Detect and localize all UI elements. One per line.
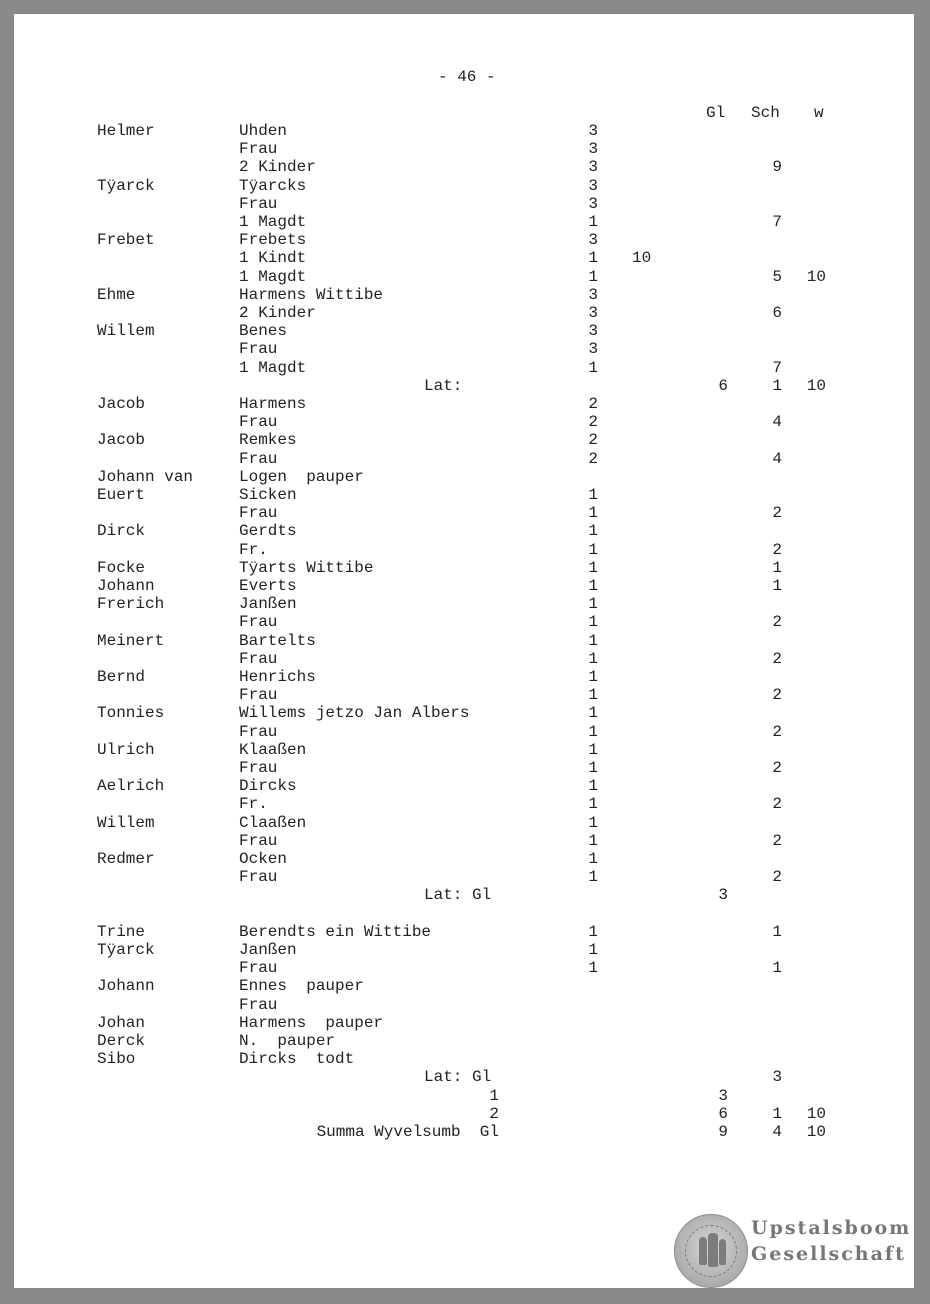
surname: Fr. bbox=[239, 795, 268, 813]
count-value: 3 bbox=[588, 177, 598, 195]
count-value: 1 bbox=[588, 795, 598, 813]
count-value: 3 bbox=[588, 304, 598, 322]
given-name: Meinert bbox=[97, 632, 165, 650]
count-value: 2 bbox=[588, 413, 598, 431]
count-value: 1 bbox=[588, 741, 598, 759]
count-value: 1 bbox=[588, 359, 598, 377]
count-value: 1 bbox=[588, 268, 598, 286]
given-name: Willem bbox=[97, 322, 155, 340]
given-name: Aelrich bbox=[97, 777, 165, 795]
surname: Sicken bbox=[239, 486, 297, 504]
count-value: 1 bbox=[588, 923, 598, 941]
surname: Berendts ein Wittibe bbox=[239, 923, 432, 941]
sch-value: 7 bbox=[772, 359, 782, 377]
surname: Claaßen bbox=[239, 814, 307, 832]
summary-label: Summa Wyvelsumb Gl bbox=[316, 1123, 499, 1141]
surname: Willems jetzo Jan Albers bbox=[239, 704, 470, 722]
surname: Uhden bbox=[239, 122, 288, 140]
sch-value: 2 bbox=[772, 723, 782, 741]
sch-value: 2 bbox=[772, 759, 782, 777]
sch-value: 2 bbox=[772, 504, 782, 522]
surname: Benes bbox=[239, 322, 288, 340]
count-value: 3 bbox=[588, 195, 598, 213]
count-value: 2 bbox=[588, 450, 598, 468]
count-value: 2 bbox=[588, 431, 598, 449]
sch-value: 2 bbox=[772, 541, 782, 559]
count-value: 1 bbox=[588, 486, 598, 504]
surname: Frau bbox=[239, 832, 278, 850]
count-value: 1 bbox=[588, 777, 598, 795]
given-name: Trine bbox=[97, 923, 146, 941]
summary-label: 1 bbox=[489, 1087, 499, 1105]
surname: N. pauper bbox=[239, 1032, 336, 1050]
summary-sch-value: 4 bbox=[772, 1123, 782, 1141]
sch-value: 9 bbox=[772, 158, 782, 176]
sch-value: 7 bbox=[772, 213, 782, 231]
count-value: 3 bbox=[588, 231, 598, 249]
sch-value: 2 bbox=[772, 832, 782, 850]
given-name: Dirck bbox=[97, 522, 146, 540]
count-value: 1 bbox=[588, 559, 598, 577]
surname: Frau bbox=[239, 996, 278, 1014]
gl-value: 3 bbox=[718, 886, 728, 904]
count-value: 1 bbox=[588, 832, 598, 850]
surname: Frau bbox=[239, 450, 278, 468]
count-value: 1 bbox=[588, 868, 598, 886]
surname: 1 Magdt bbox=[239, 359, 307, 377]
count-value: 1 bbox=[588, 759, 598, 777]
given-name: Redmer bbox=[97, 850, 155, 868]
sch-value: 1 bbox=[772, 923, 782, 941]
surname: Frau bbox=[239, 613, 278, 631]
given-name: Sibo bbox=[97, 1050, 136, 1068]
surname: Dircks todt bbox=[239, 1050, 355, 1068]
page-number: - 46 - bbox=[438, 68, 496, 86]
given-name: Ulrich bbox=[97, 741, 155, 759]
given-name: Johann van bbox=[97, 468, 194, 486]
given-name: Bernd bbox=[97, 668, 146, 686]
surname: Ennes pauper bbox=[239, 977, 364, 995]
given-name: Johann bbox=[97, 977, 155, 995]
sch-value: 2 bbox=[772, 650, 782, 668]
surname: Remkes bbox=[239, 431, 297, 449]
surname: Bartelts bbox=[239, 632, 316, 650]
surname: 2 Kinder bbox=[239, 304, 316, 322]
given-name: Frerich bbox=[97, 595, 165, 613]
surname: Tÿarcks bbox=[239, 177, 307, 195]
sch-value: 5 bbox=[772, 268, 782, 286]
surname: Frau bbox=[239, 195, 278, 213]
surname: 1 Kindt bbox=[239, 249, 307, 267]
surname: Frebets bbox=[239, 231, 307, 249]
count-value: 1 bbox=[588, 650, 598, 668]
sch-value: 1 bbox=[772, 577, 782, 595]
surname: 2 Kinder bbox=[239, 158, 316, 176]
count-value: 1 bbox=[588, 613, 598, 631]
count-value: 1 bbox=[588, 850, 598, 868]
given-name: Tonnies bbox=[97, 704, 165, 722]
count-value: 3 bbox=[588, 122, 598, 140]
given-name: Derck bbox=[97, 1032, 146, 1050]
surname: Logen pauper bbox=[239, 468, 364, 486]
count-value: 1 bbox=[588, 686, 598, 704]
summary-w-value: 10 bbox=[806, 1105, 826, 1123]
count-value: 1 bbox=[588, 723, 598, 741]
w-value: 10 bbox=[806, 268, 826, 286]
count-value: 1 bbox=[588, 941, 598, 959]
given-name: Focke bbox=[97, 559, 146, 577]
column-header-gl: Gl bbox=[706, 104, 726, 122]
w-value: 10 bbox=[806, 377, 826, 395]
surname: Henrichs bbox=[239, 668, 316, 686]
surname: Frau bbox=[239, 868, 278, 886]
count-value: 2 bbox=[588, 395, 598, 413]
summary-gl-value: 9 bbox=[718, 1123, 728, 1141]
surname: 1 Magdt bbox=[239, 268, 307, 286]
count-value: 3 bbox=[588, 286, 598, 304]
given-name: Jacob bbox=[97, 395, 146, 413]
count-value: 1 bbox=[588, 595, 598, 613]
subtotal-label: Lat: Gl bbox=[424, 1068, 492, 1086]
count-value: 3 bbox=[588, 340, 598, 358]
given-name: Helmer bbox=[97, 122, 155, 140]
count-value: 3 bbox=[588, 158, 598, 176]
surname: Frau bbox=[239, 959, 278, 977]
given-name: Tÿarck bbox=[97, 941, 155, 959]
column-header-w: w bbox=[814, 104, 824, 122]
surname: Gerdts bbox=[239, 522, 297, 540]
extra-value: 10 bbox=[632, 249, 652, 267]
count-value: 1 bbox=[588, 632, 598, 650]
surname: Frau bbox=[239, 413, 278, 431]
summary-label: 2 bbox=[489, 1105, 499, 1123]
logo-text-line1: Upstalsboom bbox=[751, 1217, 912, 1239]
logo-text-line2: Gesellschaft bbox=[751, 1243, 906, 1265]
surname: Frau bbox=[239, 759, 278, 777]
sch-value: 2 bbox=[772, 868, 782, 886]
count-value: 3 bbox=[588, 322, 598, 340]
sch-value: 4 bbox=[772, 450, 782, 468]
column-header-sch: Sch bbox=[751, 104, 780, 122]
surname: Harmens bbox=[239, 395, 307, 413]
summary-w-value: 10 bbox=[806, 1123, 826, 1141]
given-name: Frebet bbox=[97, 231, 155, 249]
surname: Frau bbox=[239, 650, 278, 668]
sch-value: 2 bbox=[772, 686, 782, 704]
count-value: 1 bbox=[588, 504, 598, 522]
surname: 1 Magdt bbox=[239, 213, 307, 231]
surname: Frau bbox=[239, 686, 278, 704]
sch-value: 2 bbox=[772, 795, 782, 813]
sch-value: 6 bbox=[772, 304, 782, 322]
document-page bbox=[14, 14, 914, 1288]
subtotal-label: Lat: Gl bbox=[424, 886, 492, 904]
given-name: Ehme bbox=[97, 286, 136, 304]
given-name: Jacob bbox=[97, 431, 146, 449]
given-name: Tÿarck bbox=[97, 177, 155, 195]
surname: Frau bbox=[239, 504, 278, 522]
count-value: 1 bbox=[588, 522, 598, 540]
sch-value: 1 bbox=[772, 959, 782, 977]
summary-sch-value: 1 bbox=[772, 1105, 782, 1123]
surname: Everts bbox=[239, 577, 297, 595]
surname: Janßen bbox=[239, 941, 297, 959]
gl-value: 6 bbox=[718, 377, 728, 395]
count-value: 1 bbox=[588, 577, 598, 595]
sch-value: 1 bbox=[772, 377, 782, 395]
given-name: Johann bbox=[97, 577, 155, 595]
count-value: 3 bbox=[588, 140, 598, 158]
surname: Harmens pauper bbox=[239, 1014, 384, 1032]
count-value: 1 bbox=[588, 541, 598, 559]
surname: Tÿarts Wittibe bbox=[239, 559, 374, 577]
summary-gl-value: 3 bbox=[718, 1087, 728, 1105]
surname: Fr. bbox=[239, 541, 268, 559]
given-name: Euert bbox=[97, 486, 146, 504]
surname: Frau bbox=[239, 340, 278, 358]
society-seal-logo bbox=[674, 1214, 748, 1288]
sch-value: 4 bbox=[772, 413, 782, 431]
surname: Frau bbox=[239, 140, 278, 158]
surname: Dircks bbox=[239, 777, 297, 795]
summary-gl-value: 6 bbox=[718, 1105, 728, 1123]
count-value: 1 bbox=[588, 959, 598, 977]
sch-value: 2 bbox=[772, 613, 782, 631]
subtotal-label: Lat: bbox=[424, 377, 463, 395]
surname: Ocken bbox=[239, 850, 288, 868]
surname: Harmens Wittibe bbox=[239, 286, 384, 304]
count-value: 1 bbox=[588, 249, 598, 267]
count-value: 1 bbox=[588, 814, 598, 832]
count-value: 1 bbox=[588, 704, 598, 722]
surname: Frau bbox=[239, 723, 278, 741]
surname: Janßen bbox=[239, 595, 297, 613]
surname: Klaaßen bbox=[239, 741, 307, 759]
given-name: Johan bbox=[97, 1014, 146, 1032]
sch-value: 3 bbox=[772, 1068, 782, 1086]
count-value: 1 bbox=[588, 213, 598, 231]
count-value: 1 bbox=[588, 668, 598, 686]
given-name: Willem bbox=[97, 814, 155, 832]
sch-value: 1 bbox=[772, 559, 782, 577]
